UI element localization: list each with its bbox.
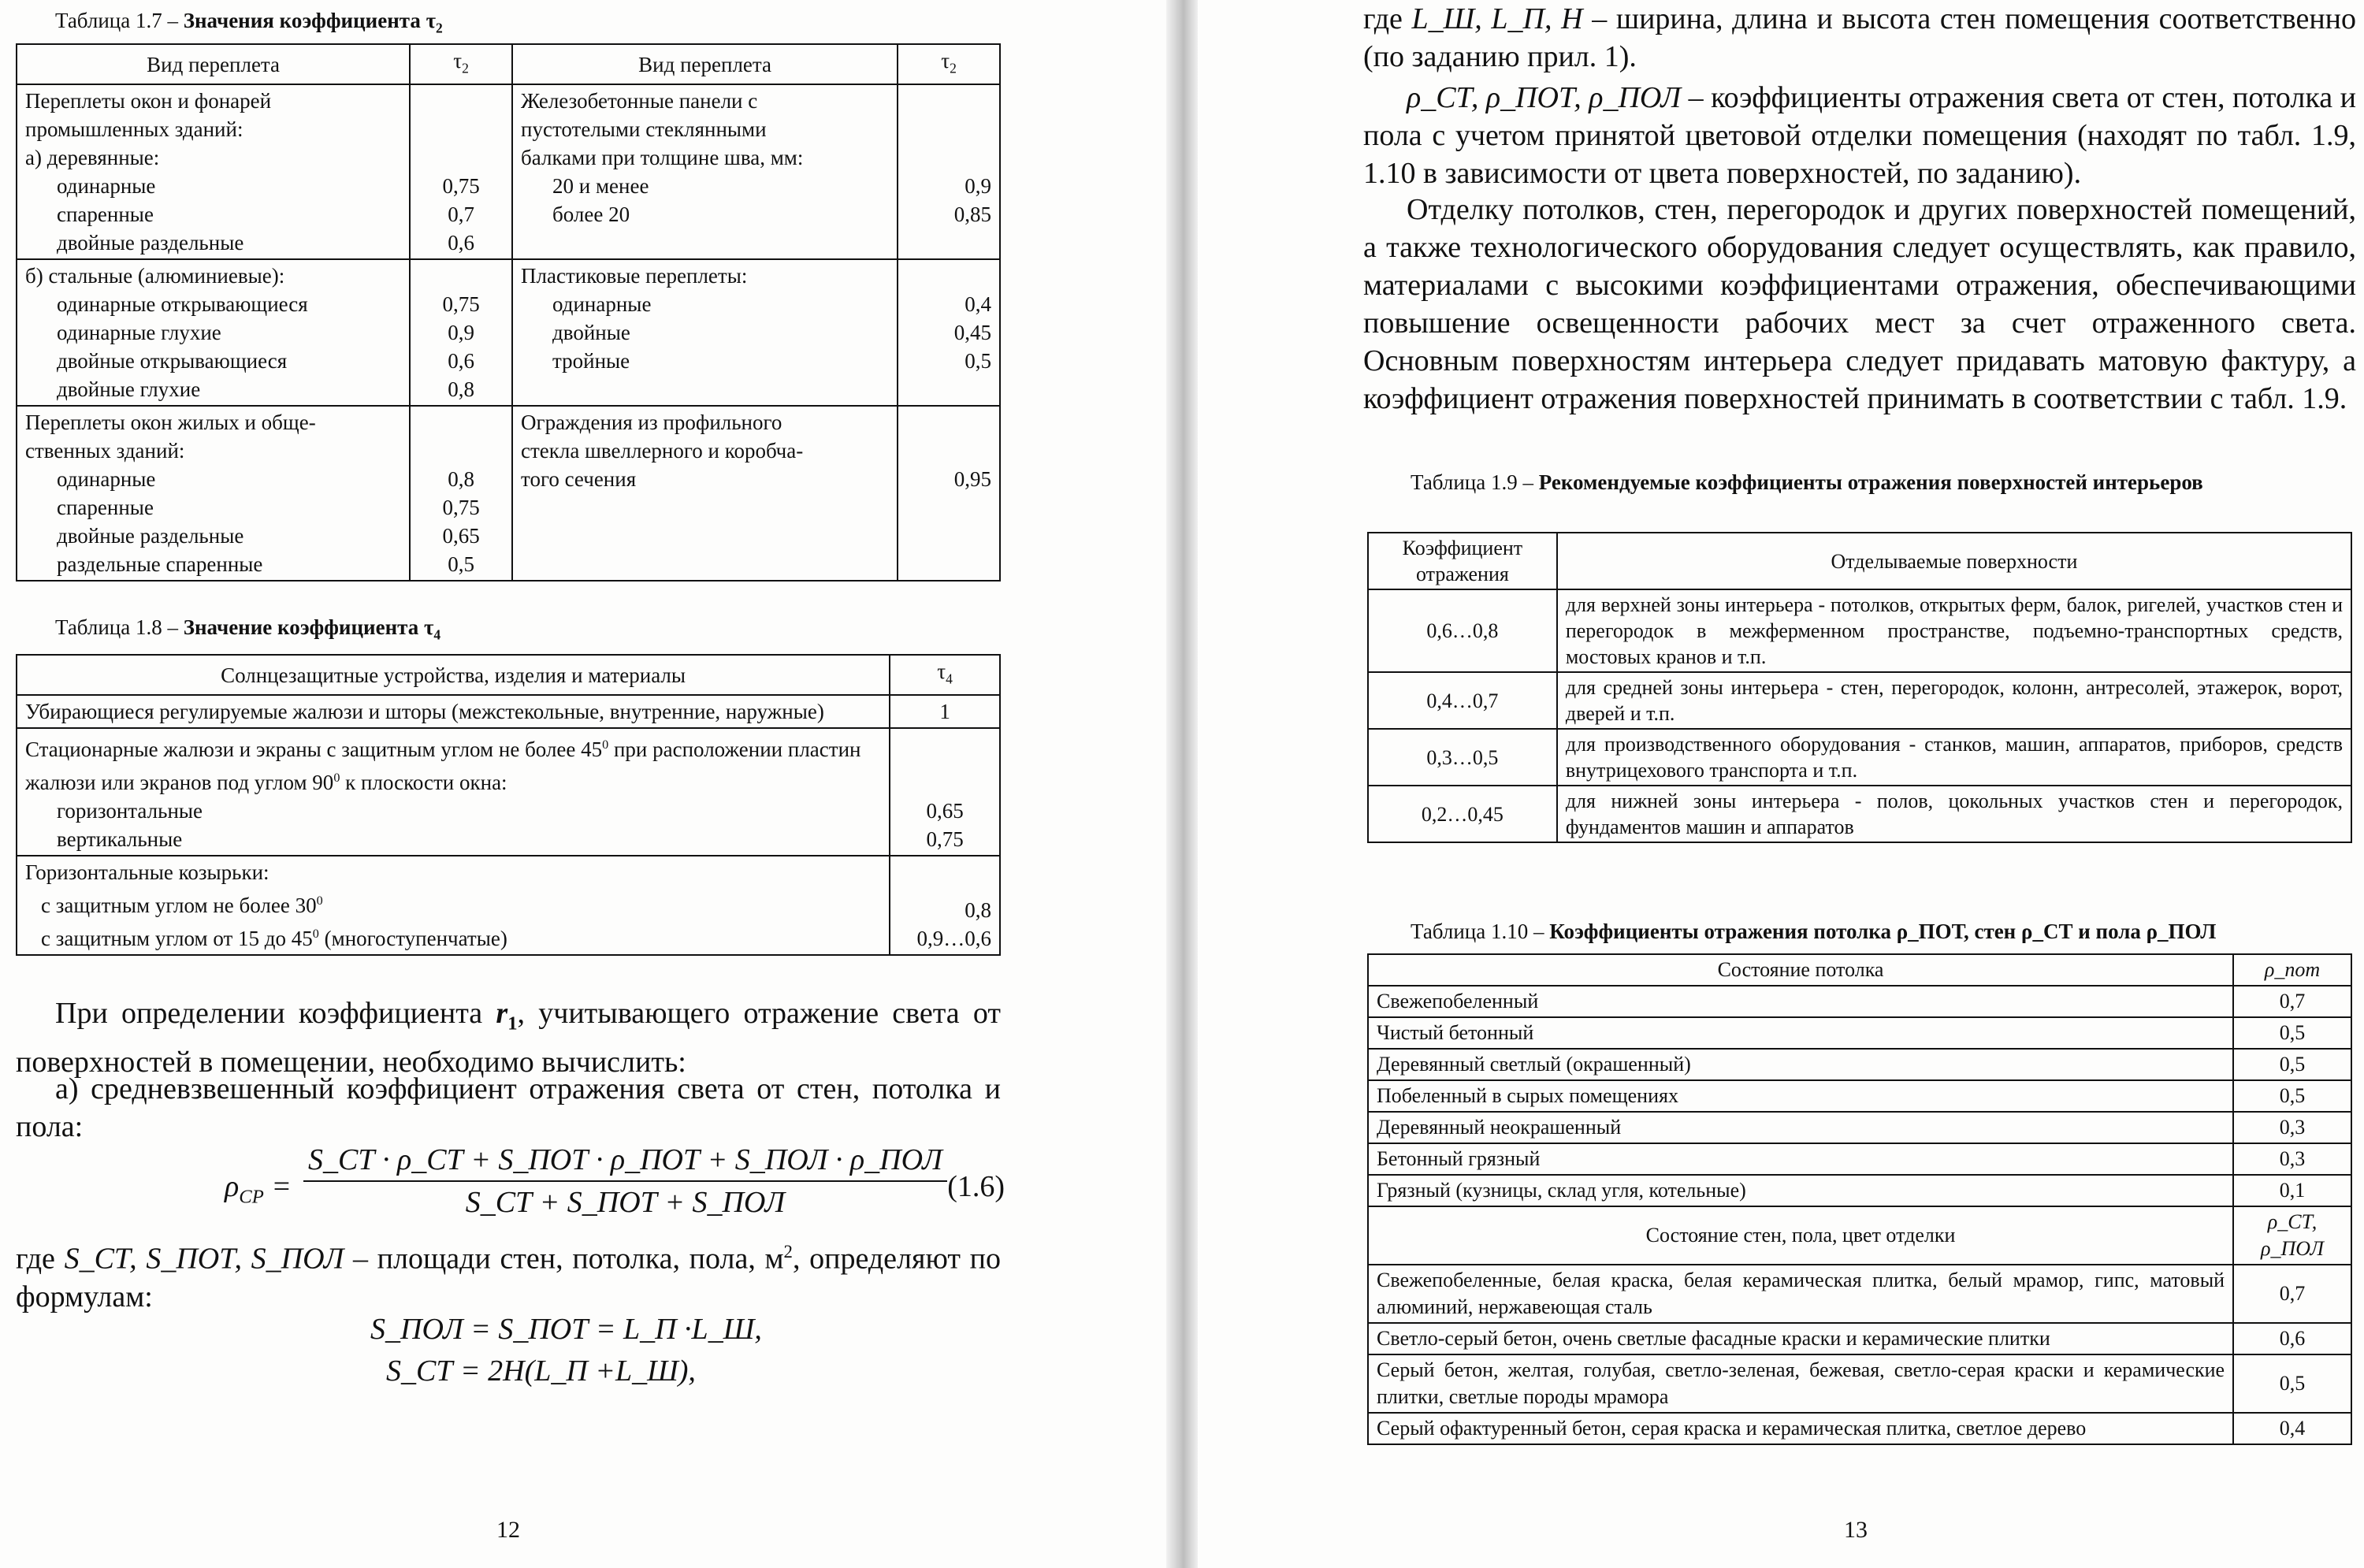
cell-text: промышленных зданий: — [25, 117, 243, 142]
cell-item: раздельные спаренные — [57, 552, 263, 577]
table-row: Чистый бетонный 0,5 — [1368, 1017, 2351, 1049]
header-walls: Состояние стен, пола, цвет отделки — [1368, 1206, 2233, 1265]
table-row: 0,4…0,7 для средней зоны интерьера - стен, перегородок, колонн, антресолей, этажерок, ворот, дверей и т.п. — [1368, 672, 2351, 729]
cell-text: того сечения — [521, 467, 637, 492]
table-row: Свежепобеленные, белая краска, белая керамическая плитка, белый мрамор, гипс, матовый алюминий, нержавеющая сталь 0,7 — [1368, 1265, 2351, 1323]
header-devices: Солнцезащитные устройства, изделия и материалы — [17, 655, 890, 695]
cell-item: двойные раздельные — [57, 524, 244, 548]
formula-number: (1.6) — [947, 1170, 1005, 1203]
cell-text: балками при толщине шва, мм: — [521, 146, 804, 170]
cell-value: 0,65 — [926, 799, 964, 823]
cell-item: спаренные — [57, 203, 154, 227]
cell-value: 0,95 — [953, 467, 991, 492]
paragraph: а) средневзвешенный коэффициент отражения света от стен, потолка и пола: — [16, 1072, 1001, 1143]
cell-value: 0,75 — [442, 174, 480, 199]
cell-item: двойные — [552, 321, 630, 345]
cell-item: двойные раздельные — [57, 231, 244, 255]
table-row: Убирающиеся регулируемые жалюзи и шторы (межстекольные, внутренние, наружные) 1 — [17, 695, 1000, 728]
table-row: Грязный (кузницы, склад угля, котельные) 0,1 — [1368, 1175, 2351, 1206]
header-rho-ceiling: ρ_пот — [2233, 954, 2351, 986]
cell-text: стекла швеллерного и коробча- — [521, 439, 804, 463]
cell-item: спаренные — [57, 496, 154, 520]
table-1-7 — [16, 43, 1001, 581]
caption-prefix: Таблица 1.7 – — [55, 9, 184, 32]
cell-text: б) стальные (алюминиевые): — [25, 264, 285, 288]
header-tau-1: $\tau_2$ — [410, 44, 512, 84]
cell-item: вертикальные — [57, 827, 183, 852]
paragraph: ρ_СТ, ρ_ПОТ, ρ_ПОЛ – коэффициенты отражения света от стен, потолка и пола с учетом принятой цветовой отделки помещения (находят по табл. 1.9, 1.10 в зависимости от цвета поверхностей, по заданию). — [1363, 81, 2356, 190]
header-tau-4: $\tau_4$ — [890, 655, 1000, 695]
table-row: Бетонный грязный 0,3 — [1368, 1143, 2351, 1175]
caption-title: Значения коэффициента τ — [183, 9, 437, 32]
paragraph: где L_Ш, L_П, H – ширина, длина и высота стен помещения соответственно (по заданию прил. 1). — [1363, 2, 2356, 73]
header-type-2: Вид переплета — [512, 44, 898, 84]
table-row — [17, 406, 1000, 581]
table-row: Стационарные жалюзи и экраны с защитным углом не более $45^0$ при расположении пластин жалюзи или экранов под углом $90^0$ к плоскости окна: горизонтальные вертикальные 0,65 0,75 — [17, 728, 1000, 856]
formula-numerator: S_СТ · ρ_СТ + S_ПОТ · ρ_ПОТ + S_ПОЛ · ρ_ПОЛ — [303, 1143, 947, 1182]
table-row: 0,2…0,45 для нижней зоны интерьера - полов, цокольных участков стен и перегородок, фундаментов машин и аппаратов — [1368, 786, 2351, 842]
cell-value: 0,6 — [448, 231, 474, 255]
cell-value: 0,75 — [926, 827, 964, 852]
cell-value: 0,75 — [442, 496, 480, 520]
table-row: 0,3…0,5 для производственного оборудования - станков, машин, аппаратов, приборов, средств внутрицехового транспорта и т.п. — [1368, 729, 2351, 786]
cell-value: 0,9…0,6 — [916, 927, 991, 951]
cell-value: 0,5 — [448, 552, 474, 577]
cell-item: 20 и менее — [552, 174, 649, 199]
header-ceiling: Состояние потолка — [1368, 954, 2233, 986]
table-row: Горизонтальные козырьки: с защитным углом не более $30^0$ с защитным углом от 15 до $45^0$ (многоступенчатые) 0,8 0,9…0,6 — [17, 856, 1000, 955]
right-page — [1198, 0, 2364, 1568]
header-tau-2: $\tau_2$ — [898, 44, 1000, 84]
cell-value: 0,5 — [965, 349, 991, 373]
table-row: Деревянный светлый (окрашенный) 0,5 — [1368, 1049, 2351, 1080]
cell-item: более 20 — [552, 203, 630, 227]
cell-item: двойные глухие — [57, 377, 201, 402]
table-row: 0,6…0,8 для верхней зоны интерьера - потолков, открытых ферм, балок, ригелей, участков стен и перегородок в межферменном пространстве, подъемно-транспортных средств, мостовых кранов и т.п. — [1368, 589, 2351, 672]
paragraph: Отделку потолков, стен, перегородок и других поверхностей помещений, а также технологического оборудования следует осуществлять, как правило, материалами с высокими коэффициентами отражения, обеспечивающими повышение освещенности рабочих мест за счет отраженного света. Основным поверхностям интерьера следует придавать матовую фактуру, а коэффициент отражения поверхностей принимать в соответствии с табл. 1.9. — [1363, 193, 2356, 415]
cell-text: а) деревянные: — [25, 146, 160, 170]
cell-value: 0,45 — [953, 321, 991, 345]
table-1-8 — [16, 654, 1001, 956]
table-row: Деревянный неокрашенный 0,3 — [1368, 1112, 2351, 1143]
cell-value: 0,8 — [448, 467, 474, 492]
paragraph: При определении коэффициента $r_1$, учитывающего отражение света от поверхностей в помещении, необходимо вычислить: — [16, 997, 1001, 1079]
formula-area-floor: S_ПОЛ = S_ПОТ = L_П ·L_Ш, — [370, 1313, 762, 1346]
table-1-7-caption — [55, 8, 443, 40]
table-row: Серый офактуренный бетон, серая краска и керамическая плитка, светлое дерево 0,4 — [1368, 1413, 2351, 1444]
header-type-1: Вид переплета — [17, 44, 410, 84]
cell-text: пустотелыми стеклянными — [521, 117, 767, 142]
cell-value: 0,4 — [965, 292, 991, 317]
cell-value: 0,85 — [953, 203, 991, 227]
cell-value: 0,9 — [965, 174, 991, 199]
table-1-8-caption: Таблица 1.8 – Значение коэффициента $\tau_4$ — [55, 615, 441, 643]
cell-value: 0,9 — [448, 321, 474, 345]
cell-item: горизонтальные — [57, 799, 203, 823]
page-number: 13 — [1844, 1517, 1868, 1543]
cell-item: двойные открывающиеся — [57, 349, 288, 373]
formula-area-walls: S_СТ = 2H(L_П +L_Ш), — [386, 1354, 696, 1388]
cell-item: одинарные — [57, 174, 156, 199]
cell-value: 0,75 — [442, 292, 480, 317]
table-row: Серый бетон, желтая, голубая, светло-зеленая, бежевая, светло-серая краски и керамические плитки, светлые породы мрамора 0,5 — [1368, 1354, 2351, 1413]
formula-denominator: S_СТ + S_ПОТ + S_ПОЛ — [465, 1186, 786, 1219]
cell-item: одинарные — [552, 292, 652, 317]
cell-text: Пластиковые переплеты: — [521, 264, 748, 288]
cell-text: Переплеты окон жилых и обще- — [25, 411, 316, 435]
header-coefficient: Коэффициент отражения — [1368, 533, 1557, 589]
page-number: 12 — [496, 1517, 520, 1543]
table-row: Светло-серый бетон, очень светлые фасадные краски и керамические плитки 0,6 — [1368, 1323, 2351, 1354]
table-1-10 — [1367, 953, 2352, 1445]
table-row — [17, 84, 1000, 259]
header-rho-walls: ρ_СТ, ρ_ПОЛ — [2233, 1206, 2351, 1265]
header-surfaces: Отделываемые поверхности — [1557, 533, 2351, 589]
cell-text: Железобетонные панели с — [521, 89, 758, 113]
cell-value: 0,8 — [965, 898, 991, 923]
cell-value: 0,8 — [448, 377, 474, 402]
cell-text: Ограждения из профильного — [521, 411, 782, 435]
cell-value: 0,7 — [448, 203, 474, 227]
paragraph: где S_СТ, S_ПОТ, S_ПОЛ – площади стен, потолка, пола, $м^2$, определяют по формулам: — [16, 1242, 1001, 1313]
cell-item: тройные — [552, 349, 630, 373]
cell-item: одинарные открывающиеся — [57, 292, 308, 317]
cell-value: 0,6 — [448, 349, 474, 373]
table-row: Свежепобеленный 0,7 — [1368, 986, 2351, 1017]
left-page — [0, 0, 1166, 1568]
table-1-9 — [1367, 532, 2352, 843]
table-row: Побеленный в сырых помещениях 0,5 — [1368, 1080, 2351, 1112]
cell-item: одинарные глухие — [57, 321, 221, 345]
formula-1-6: $\rho_{CP}$ = S_СТ · ρ_СТ + S_ПОТ · ρ_ПОТ + S_ПОЛ · ρ_ПОЛ S_СТ + S_ПОТ + S_ПОЛ (1.6) — [225, 1143, 1005, 1219]
table-1-10-caption: Таблица 1.10 – Коэффициенты отражения потолка ρ_ПОТ, стен ρ_СТ и пола ρ_ПОЛ — [1411, 920, 2217, 943]
caption-sub: 2 — [436, 20, 443, 36]
cell-item: одинарные — [57, 467, 156, 492]
cell-value: 0,65 — [442, 524, 480, 548]
table-row — [17, 259, 1000, 406]
table-1-9-caption: Таблица 1.9 – Рекомендуемые коэффициенты отражения поверхностей интерьеров — [1411, 470, 2203, 494]
book-gutter — [1166, 0, 1198, 1568]
cell-text: Переплеты окон и фонарей — [25, 89, 272, 113]
cell-text: ственных зданий: — [25, 439, 185, 463]
